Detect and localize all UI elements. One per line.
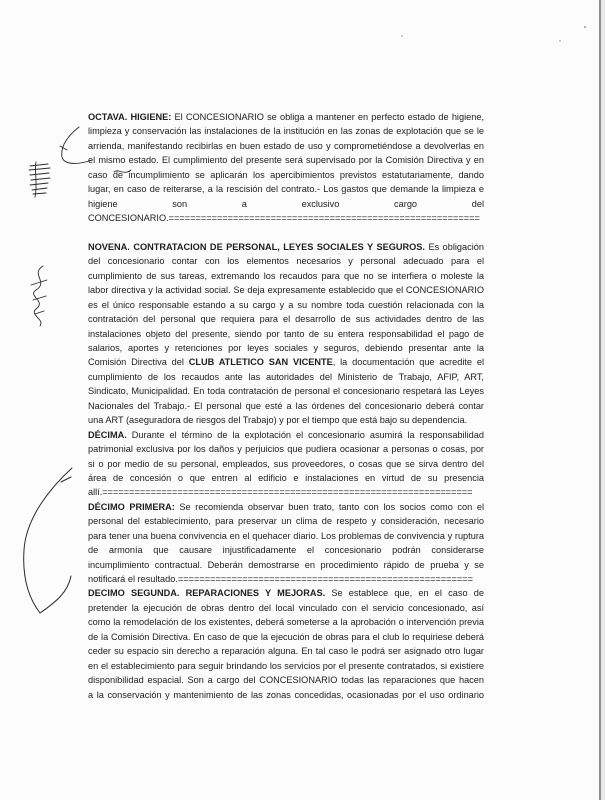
text-line — [88, 485, 484, 499]
text-line — [88, 124, 484, 138]
clause-text: Comisión Directiva del — [88, 357, 189, 368]
clause-text: Nacionales del Trabajo.- El personal que esté a las órdenes del concesionario deberá contar — [88, 400, 484, 411]
text-line — [88, 312, 484, 326]
scan-specks — [401, 26, 585, 41]
text-line — [88, 615, 484, 629]
clause-text: como la remodelación de los existentes, deberá someterse a la aprobación o intervención previa — [88, 617, 484, 628]
clause-text: Es obligación — [424, 241, 484, 252]
signature-stroke — [31, 280, 47, 314]
text-line — [88, 298, 484, 312]
text-line — [88, 442, 484, 456]
clause-text: caso de incumplimiento se aplicarán los apercibimientos previstos estatutariamente, dando — [88, 169, 484, 180]
clause-text: área de concesión o que entren al edificio e instalaciones en virtud de su presencia — [88, 472, 484, 483]
clause-text: higiene son a exclusivo cargo del — [88, 198, 484, 209]
text-line — [88, 644, 484, 658]
clause-text: lugar, en caso de reiterarse, a la rescisión del contrato.- Los gastos que demande la limpieza e — [88, 184, 484, 195]
signature-large-curve — [24, 468, 72, 613]
text-line — [88, 457, 484, 471]
text-line — [88, 601, 484, 615]
text-line — [88, 153, 484, 167]
clause-text: en el establecimiento para seguir brindando los servicios por el presente contratados, si existiere — [88, 660, 484, 671]
clause-text: pretender la ejecución de obras dentro del local vinculado con el servicio concesionado, así — [88, 602, 484, 613]
clause — [88, 586, 484, 702]
clause-heading: DECIMO SEGUNDA. REPARACIONES Y MEJORAS. — [88, 588, 326, 599]
text-line — [88, 572, 484, 586]
clause-text: Sindicato, Municipalidad. En toda contratación de personal el concesionario respetará las Leyes — [88, 386, 484, 397]
clause-text: CONCESIONARIO.========================================================== — [88, 213, 480, 224]
text-line — [88, 283, 484, 297]
clause-text: limpieza y conservación las instalaciones de la institución en las zonas de explotación que se le — [88, 126, 484, 137]
text-line — [88, 659, 484, 673]
text-line — [88, 586, 484, 600]
text-line — [88, 428, 484, 442]
clause-text: cumplimiento de los recaudos ante las autoridades del Ministerio de Trabajo, AFIP, ART, — [88, 371, 484, 382]
text-line — [88, 182, 484, 196]
clause-heading: NOVENA. CONTRATACION DE PERSONAL, LEYES SOCIALES Y SEGUROS. — [88, 241, 425, 252]
clause-text: patrimonial exclusiva por los daños y perjuicios que pudiera ocasionar a personas o cosas, por — [88, 444, 484, 455]
scan-speck — [401, 35, 402, 36]
text-line — [88, 139, 484, 153]
clause-text: labor directiva y la actividad social. Se deja expresamente establecido que el CONCESIONARIO — [88, 285, 484, 296]
clause-text: es el único responsable estando a su cargo y a su nombre toda cuestión relacionada con la — [88, 299, 484, 310]
text-line — [88, 240, 484, 254]
clause-text: a la conservación y mantenimiento de las zonas concedidas, ocasionadas por el uso ordinario — [88, 689, 484, 700]
clause-text: instalaciones objeto del presente, siendo por tanto de su entera responsabilidad el pago de — [88, 328, 484, 339]
text-line — [88, 558, 484, 572]
text-line — [88, 254, 484, 268]
clause-text: disponibilidad espacial. Son a cargo del CONCESIONARIO todas las reparaciones que hacen — [88, 675, 484, 686]
signature-stroke — [40, 576, 71, 613]
clause-text: el mismo estado. El cumplimiento del presente será supervisado por la Comisión Directiva y en — [88, 155, 484, 166]
clause-text: Durante el término de la explotación el concesionario asumirá la responsabilidad — [126, 429, 484, 440]
clause-text: , la documentación que acredite el — [332, 357, 484, 368]
text-line — [88, 269, 484, 283]
text-line — [88, 529, 484, 543]
text-line — [88, 413, 484, 427]
signature-stroke — [60, 146, 67, 150]
text-line — [88, 110, 484, 124]
clause-text: de armonía que causare injustificadamente el concesionario podrán considerarse — [88, 545, 484, 556]
signature-scribble-middle — [31, 266, 47, 326]
clause-text: cumplimiento de sus tareas, extremando los recaudos para que no se interfiera o moleste la — [88, 270, 484, 281]
clause-text: contratación del personal que requiera para el desarrollo de sus actividades dentro de las — [88, 314, 484, 325]
text-line — [88, 673, 484, 687]
clause-text: de la Comisión Directiva. En caso de que la ejecución de obras para el club lo requiriese deberá — [88, 631, 484, 642]
clause-text: El CONCESIONARIO se obliga a mantener en perfecto estado de higiene, — [171, 112, 484, 122]
clause-text: notificará el resultado.======================================================= — [88, 574, 473, 584]
text-line — [88, 471, 484, 485]
scan-speck — [559, 40, 560, 41]
clause-text: personal del establecimiento, para preservar un clima de respeto y consideración, necesario — [88, 516, 484, 527]
clause-text: Se establece que, en el caso de — [325, 588, 484, 599]
scan-speck — [584, 26, 586, 28]
signature-stroke — [34, 266, 43, 326]
text-line — [88, 197, 484, 211]
clause-text: Se recomienda observar buen trato, tanto con los socios como con el — [174, 501, 484, 512]
text-line — [88, 514, 484, 528]
clause-text: incumplimiento contractual. Deberán demostrarse en procedimiento rápido de prueba y se — [88, 559, 484, 570]
text-line — [88, 168, 484, 182]
clause-text: ceder su espacio sin derecho a reparación alguna. En tal caso le podrá ser asignado otro lugar — [88, 646, 484, 657]
text-line — [88, 370, 484, 384]
emphasized-text: CLUB ATLETICO SAN VICENTE — [188, 357, 333, 368]
text-line — [88, 211, 484, 225]
text-line — [88, 543, 484, 557]
text-line — [88, 399, 484, 413]
clause-text: si o por medio de su personal, empleados, sus proveedores, o cosas que se sirva dentro del — [88, 458, 484, 469]
clause — [88, 240, 484, 428]
text-line — [88, 341, 484, 355]
clause-text: arrienda, manifestando recibirlas en buen estado de uso y comprometiéndose a devolverlas en — [88, 140, 484, 151]
text-line — [88, 384, 484, 398]
clause — [88, 110, 484, 226]
clause-text: del concesionario contar con los elementos necesarios y personal adecuado para el — [88, 256, 484, 267]
text-line — [88, 630, 484, 644]
text-line — [88, 355, 484, 369]
clause-text: allí.===================================================================== — [88, 487, 473, 498]
clause-heading: DÉCIMA. — [88, 429, 127, 440]
text-line — [88, 500, 484, 514]
clause-heading: OCTAVA. HIGIENE: — [88, 112, 172, 122]
clause — [88, 500, 484, 587]
clause-text: una ART (aseguradora de riesgos del Trabajo) y por el tiempo que está bajo su dependencia. — [88, 415, 468, 426]
clause-heading: DÉCIMO PRIMERA: — [88, 501, 175, 512]
clause-text: salarios, aportes y retenciones por leyes sociales y seguros, debiendo presentar ante la — [88, 343, 484, 353]
clause — [88, 428, 484, 500]
text-line — [88, 688, 484, 702]
document-body — [88, 110, 484, 702]
signature-stroke — [29, 164, 50, 194]
clause-text: para tener una buena convivencia en el quehacer diario. Los problemas de convivencia y ruptura — [88, 530, 484, 541]
text-line — [88, 327, 484, 341]
